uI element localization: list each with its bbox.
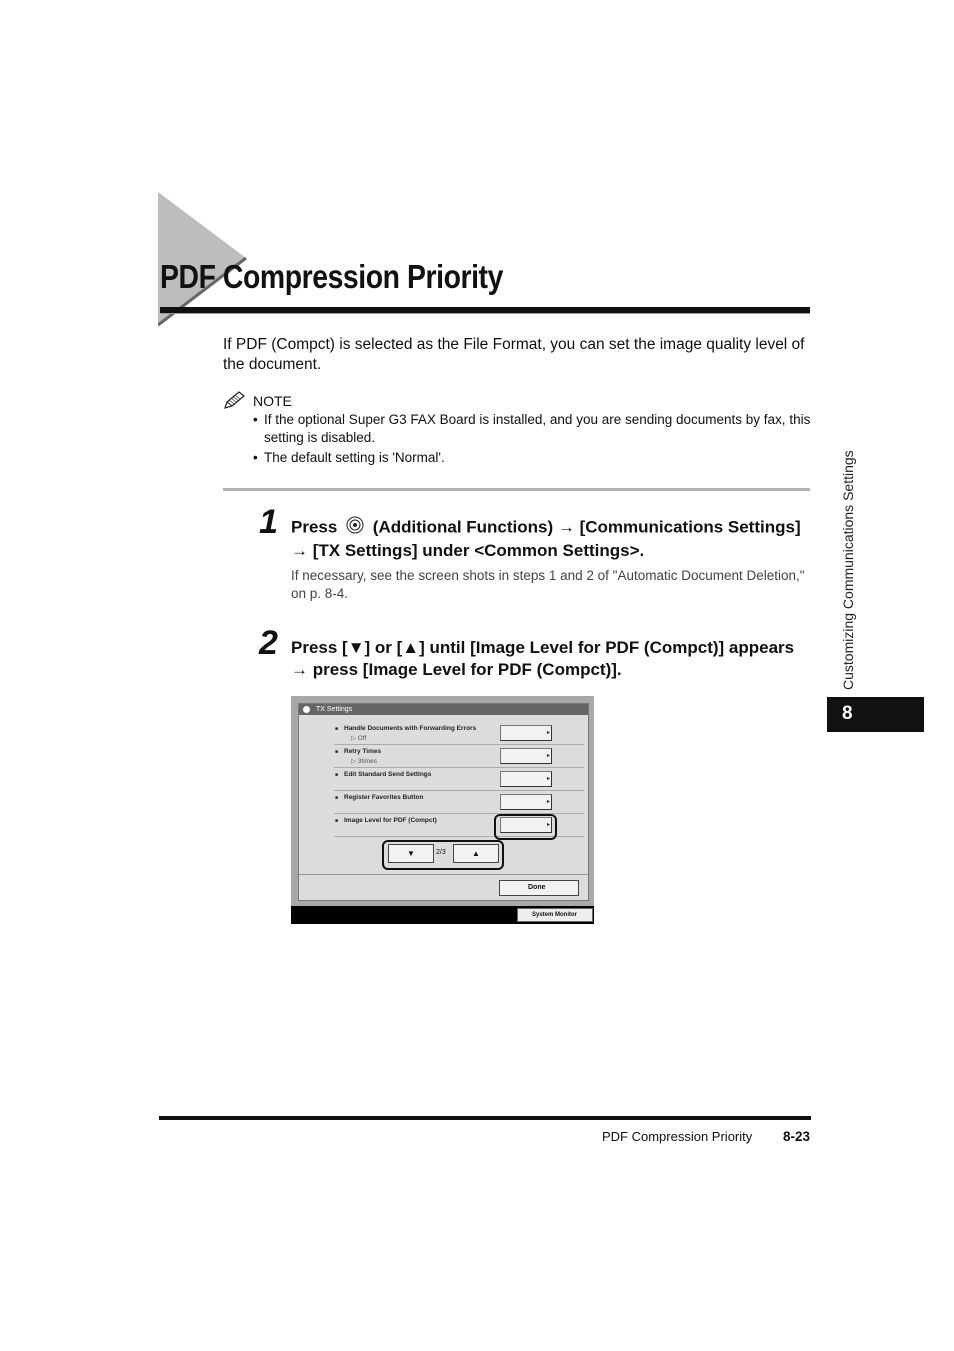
system-monitor-button[interactable] bbox=[517, 908, 593, 922]
note-label: NOTE bbox=[253, 393, 292, 409]
page-number: 8-23 bbox=[783, 1129, 811, 1144]
step-1-rest: (Additional Functions) → [Communications Settings] → [TX Settings] under <Common Settings>. bbox=[291, 517, 801, 560]
intro-paragraph: If PDF (Compct) is selected as the File Format, you can set the image quality level of the document. bbox=[223, 336, 805, 373]
note-item: • The default setting is 'Normal'. bbox=[253, 449, 813, 467]
page-count: 2/3 bbox=[436, 849, 446, 856]
setting-row bbox=[334, 791, 584, 814]
setting-value: ▷ 3times bbox=[351, 758, 377, 765]
pencil-icon bbox=[223, 390, 247, 415]
scroll-down-button[interactable]: ▼ bbox=[388, 844, 434, 863]
setting-row bbox=[334, 768, 584, 791]
chapter-number: 8 bbox=[842, 703, 853, 724]
setting-button[interactable] bbox=[500, 725, 552, 741]
setting-row bbox=[334, 722, 584, 745]
setting-button[interactable] bbox=[500, 748, 552, 764]
page-title: PDF Compression Priority bbox=[160, 258, 503, 295]
additional-functions-icon bbox=[346, 516, 364, 540]
done-label: Done bbox=[528, 884, 546, 891]
chapter-tab bbox=[827, 697, 924, 732]
done-bar bbox=[299, 874, 588, 901]
step-2-instruction: Press [▼] or [▲] until [Image Level for PDF (Compct)] appears → press [Image Level for PDF (Compct)]. bbox=[291, 638, 795, 679]
tx-settings-screenshot bbox=[291, 696, 594, 924]
setting-label: ■ Handle Documents with Forwarding Errors bbox=[344, 725, 476, 732]
step-number: 2 bbox=[259, 624, 278, 662]
footer-rule bbox=[159, 1116, 811, 1120]
step-1-press: Press bbox=[291, 517, 338, 537]
title-rule-shadow bbox=[160, 313, 810, 314]
step-number: 1 bbox=[259, 503, 278, 541]
setting-value: ▷ Off bbox=[351, 735, 367, 742]
system-monitor-label: System Monitor bbox=[532, 912, 578, 918]
screen-panel bbox=[298, 703, 589, 901]
note-list bbox=[253, 411, 813, 469]
setting-button[interactable] bbox=[500, 794, 552, 810]
setting-label: ■ Edit Standard Send Settings bbox=[344, 771, 431, 778]
note-item: • If the optional Super G3 FAX Board is installed, and you are sending documents by fax, this setting is disabled. bbox=[253, 411, 813, 447]
step-1-note: If necessary, see the screen shots in steps 1 and 2 of "Automatic Document Deletion," on p. 8-4. bbox=[291, 568, 805, 601]
setting-label: ■ Register Favorites Button bbox=[344, 794, 423, 801]
footer-title: PDF Compression Priority bbox=[602, 1129, 753, 1144]
scroll-up-button[interactable]: ▲ bbox=[453, 844, 499, 863]
setting-label: ■ Image Level for PDF (Compct) bbox=[344, 817, 437, 824]
section-side-label: Customizing Communications Settings bbox=[840, 450, 856, 690]
done-button[interactable] bbox=[499, 880, 579, 896]
screen-title: TX Settings bbox=[316, 706, 353, 713]
setting-row bbox=[334, 745, 584, 768]
highlight-ring bbox=[494, 814, 557, 840]
setting-label: ■ Retry Times bbox=[344, 748, 381, 755]
additional-functions-icon bbox=[303, 706, 310, 713]
status-bar bbox=[291, 906, 594, 924]
section-separator bbox=[223, 488, 810, 491]
step-1-instruction bbox=[291, 516, 811, 562]
setting-button[interactable] bbox=[500, 771, 552, 787]
screen-title-bar bbox=[299, 704, 588, 715]
pager bbox=[388, 844, 498, 864]
